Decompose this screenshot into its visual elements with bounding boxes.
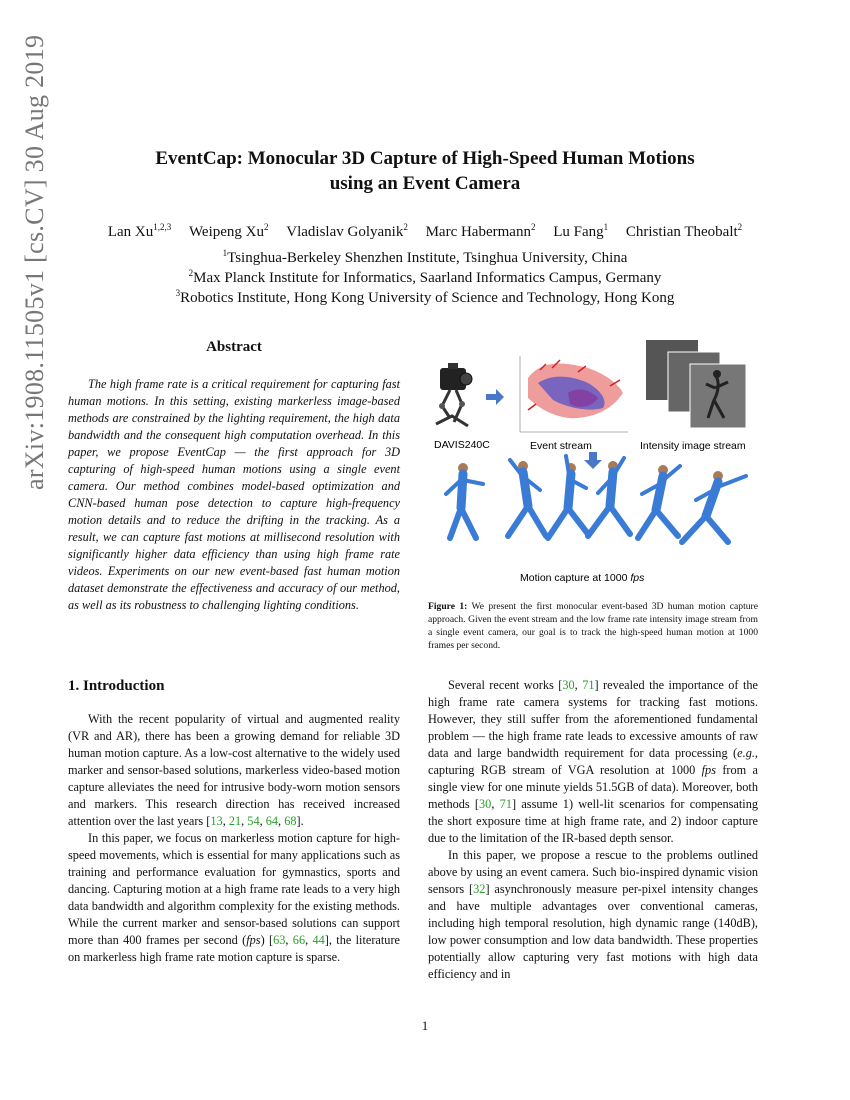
author: Weipeng Xu$^2$ [188, 222, 269, 240]
citation-link[interactable]: 30 [479, 797, 492, 811]
human-pose [548, 456, 588, 538]
intensity-stream-label: Intensity image stream [640, 440, 746, 452]
human-pose [508, 460, 546, 536]
figure-1 [428, 338, 758, 593]
author: Marc Habermann$^2$ [425, 222, 536, 240]
citation-link[interactable]: 64 [265, 814, 279, 828]
paper-title [0, 146, 850, 196]
human-pose [682, 471, 746, 542]
citation-link[interactable]: 30 [562, 678, 575, 692]
paragraph: With the recent popularity of virtual and augmented reality (VR and AR), there has been a growing demand for reliable 3D human motion capture. As a low-cost alternative to the widely used marker and sensor-based solutions, markerless video-based motion capture alleviates the need for intrusive body-worn motion sensors and markers. This research direction has received increased attention over the last years [13, 21, 54, 64, 68]. [68, 712, 400, 828]
camera-label: DAVIS240C [434, 439, 490, 451]
citation-link[interactable]: 44 [312, 933, 325, 947]
affiliation: $^3$Robotics Institute, Hong Kong University of Science and Technology, Hong Kong [175, 288, 675, 306]
page-number: 1 [421, 1018, 429, 1033]
title-line-2: using an Event Camera [329, 173, 521, 194]
human-pose [638, 465, 680, 538]
author-list [0, 224, 850, 241]
caption-text: We present the first monocular event-based 3D human motion capture approach. Given the event stream and the low frame rate intensity image stream from a single event camera, our goal is to track the high-speed human motion at 1000 frames per second. [428, 601, 758, 651]
paragraph: Several recent works [30, 71] revealed the importance of the high frame rate camera systems for tracking fast motions. However, they still suffer from the aforementioned fundamental problem — the high frame rate leads to excessive amounts of raw data and large bandwidth requirement for data processing (e.g., capturing RGB stream of VGA resolution at 1000 fps from a single view for one minute yields 51.5GB of data). Moreover, both methods [30, 71] assume 1) well-lit scenarios for compensating the short exposure time at high frame rate, and 2) indoor capture due to the limitation of the IR-based depth sensor. [428, 678, 758, 845]
citation-link[interactable]: 32 [473, 882, 486, 896]
abstract-text: The high frame rate is a critical requirement for capturing fast human motions. In this setting, existing markerless image-based methods are constrained by the lighting requirement, the high data bandwidth and the consequent high computation overhead. In this paper, we propose EventCap — the first approach for 3D capturing of high-speed human motions using a single event camera. Our method combines model-based optimization and CNN-based human pose detection to capture high-frequency motion details and to reduce the drifting in the tracking. As a result, we can capture fast motions at millisecond resolution with significantly higher data efficiency than using high frame rate videos. Experiments on our new event-based fast human motion dataset demonstrate the effectiveness and accuracy of our method, as well as its robustness to challenging lighting conditions. [68, 377, 400, 612]
title-line-1: EventCap: Monocular 3D Capture of High-Speed Human Motions [155, 148, 695, 169]
human-pose [588, 458, 630, 536]
human-pose [446, 463, 483, 538]
event-stream-label: Event stream [530, 440, 592, 452]
motion-capture-label: Motion capture at 1000 fps [520, 572, 645, 584]
author: Vladislav Golyanik$^2$ [286, 222, 408, 240]
arrow-down-icon [584, 452, 602, 469]
motion-capture-sequence [446, 456, 746, 542]
figure-1-caption [428, 600, 758, 652]
arrow-right-icon [486, 389, 504, 405]
citation-link[interactable]: 13 [210, 814, 223, 828]
arxiv-identifier: arXiv:1908.11505v1 [cs.CV] 30 Aug 2019 [20, 34, 49, 490]
intensity-image-stack [646, 340, 746, 428]
affiliation: $^2$Max Planck Institute for Informatics, Saarland Informatics Campus, Germany [188, 268, 662, 286]
citation-link[interactable]: 68 [284, 814, 297, 828]
author: Lan Xu$^{1,2,3}$ [107, 222, 172, 240]
figure-1-illustration [428, 338, 758, 593]
author: Lu Fang$^1$ [553, 222, 609, 240]
paragraph: In this paper, we propose a rescue to the problems outlined above by using an event camera. Such bio-inspired dynamic vision sensors [32] asynchronously measure per-pixel intensity changes and have multiple advantages over conventional cameras, including high temporal resolution, high dynamic range (140dB), low power consumption and low data bandwidth. These properties potentially allow capturing very fast motions with high data efficiency and in [428, 848, 758, 981]
event-camera-icon [436, 363, 472, 426]
affiliation: $^1$Tsinghua-Berkeley Shenzhen Institute, Tsinghua University, China [222, 248, 628, 266]
caption-label: Figure 1: [428, 601, 468, 612]
paragraph: In this paper, we focus on markerless motion capture for high-speed movements, which is essential for many applications such as training and performance evaluation for gymnastics, sports and dancing. Capturing motion at a high frame rate leads to a very high data bandwidth and algorithm complexity for the existing methods. While the current marker and sensor-based solutions can support more than 400 frames per second (fps) [63, 66, 44], the literature on markerless high frame rate motion capture is sparse. [68, 831, 401, 964]
citation-link[interactable]: 66 [292, 933, 306, 947]
intro-right-column [428, 677, 758, 983]
citation-link[interactable]: 71 [499, 797, 512, 811]
section-heading-introduction: 1. Introduction [68, 678, 165, 694]
citation-link[interactable]: 21 [228, 814, 242, 828]
citation-link[interactable]: 63 [273, 933, 286, 947]
author: Christian Theobalt$^2$ [625, 222, 743, 240]
event-stream-plot [520, 356, 628, 432]
citation-link[interactable]: 54 [247, 814, 260, 828]
citation-link[interactable]: 71 [582, 678, 595, 692]
abstract-heading: Abstract [206, 339, 262, 355]
intro-left-column [68, 711, 400, 966]
